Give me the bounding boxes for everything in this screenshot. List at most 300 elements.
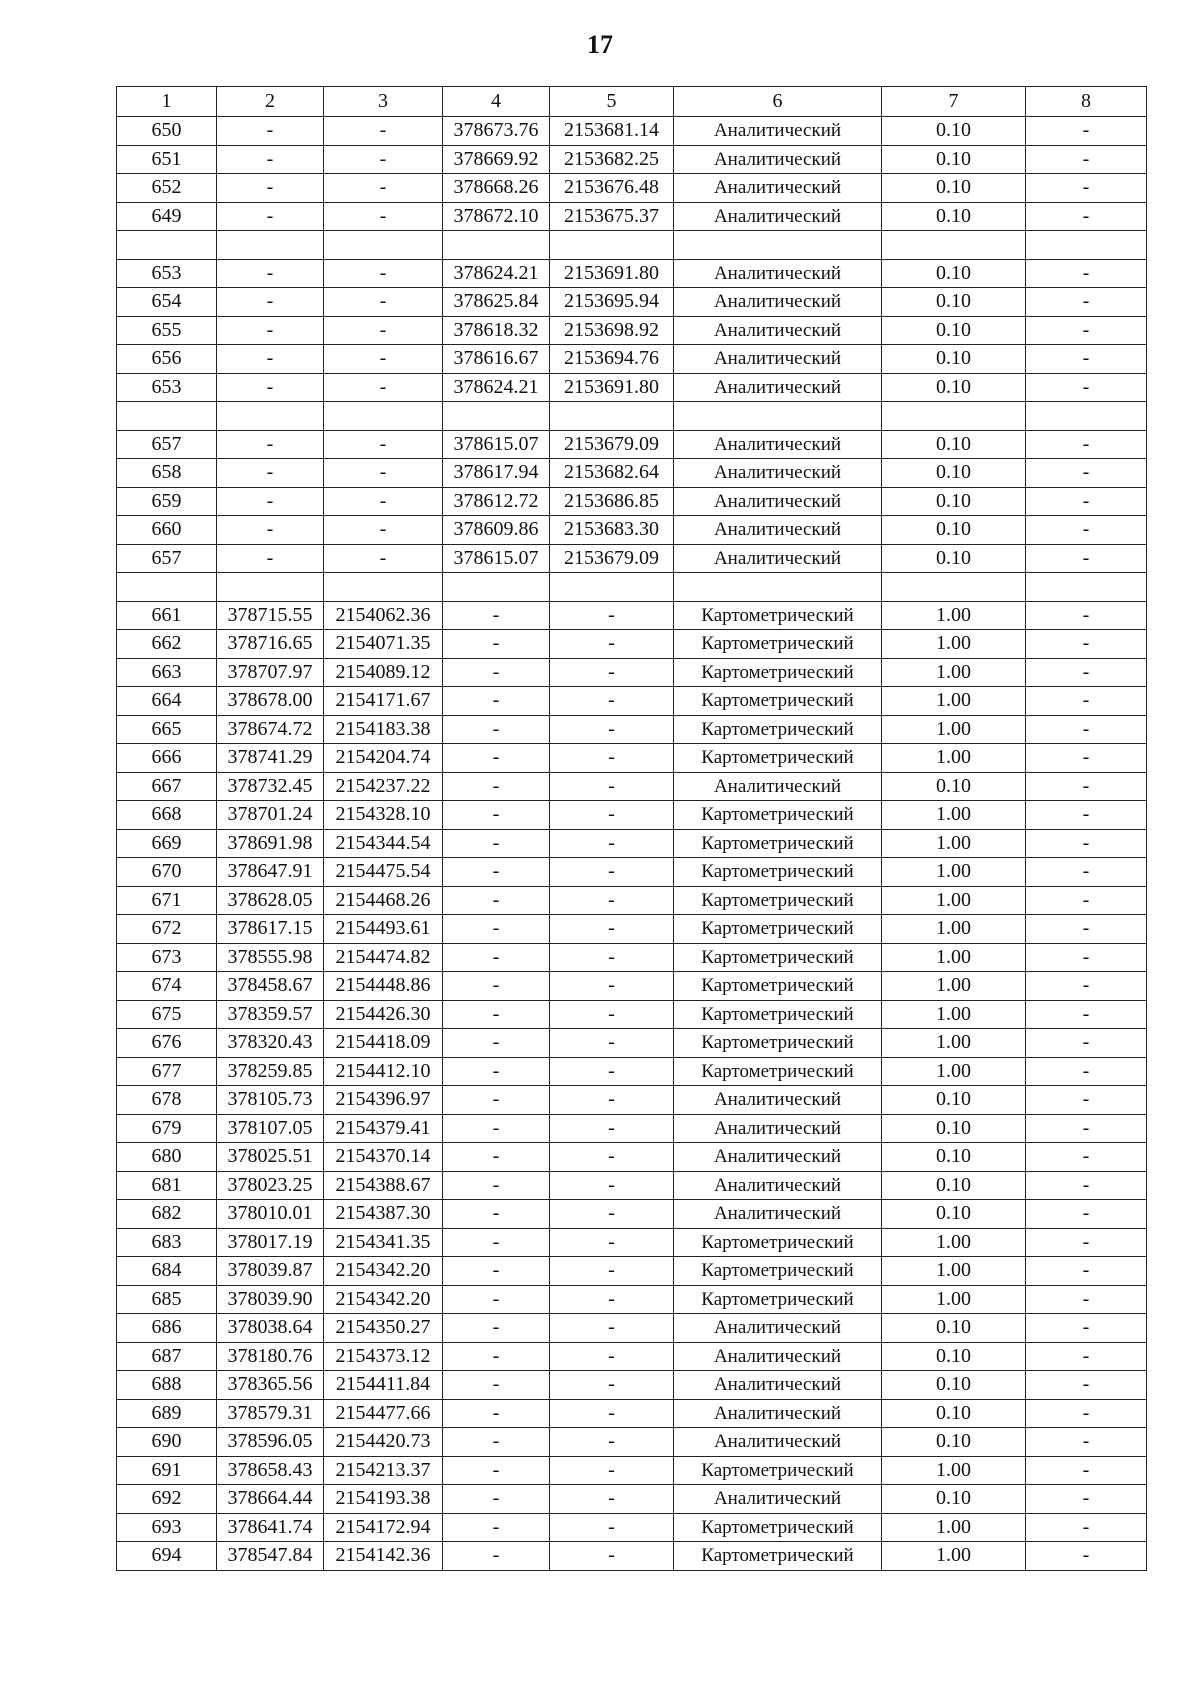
table-cell-col-1: 670: [117, 858, 217, 887]
table-row: [117, 459, 1147, 488]
table-cell-col-2: 378628.05: [217, 886, 324, 915]
table-cell-col-8: -: [1026, 772, 1147, 801]
table-cell-col-1: 657: [117, 430, 217, 459]
table-cell-col-8: -: [1026, 1371, 1147, 1400]
table-cell-col-6: [674, 573, 882, 602]
table-cell-col-1: 663: [117, 658, 217, 687]
table-cell-col-5: 2153695.94: [550, 288, 674, 317]
table-cell-col-1: 657: [117, 544, 217, 573]
table-cell-col-2: [217, 573, 324, 602]
table-cell-col-2: 378678.00: [217, 687, 324, 716]
table-cell-col-5: 2153691.80: [550, 259, 674, 288]
table-cell-col-3: -: [324, 516, 443, 545]
table-cell-col-5: -: [550, 744, 674, 773]
table-cell-col-3: 2154396.97: [324, 1086, 443, 1115]
table-cell-col-5: -: [550, 1029, 674, 1058]
table-cell-col-6: Аналитический: [674, 117, 882, 146]
table-cell-col-4: -: [443, 1143, 550, 1172]
table-cell-col-1: 656: [117, 345, 217, 374]
table-cell-col-2: -: [217, 373, 324, 402]
table-cell-col-5: -: [550, 1456, 674, 1485]
table-cell-col-2: -: [217, 487, 324, 516]
table-cell-col-2: 378701.24: [217, 801, 324, 830]
table-cell-col-3: 2154142.36: [324, 1542, 443, 1571]
table-cell-col-1: 658: [117, 459, 217, 488]
table-cell-col-2: -: [217, 430, 324, 459]
table-cell-col-5: -: [550, 1314, 674, 1343]
table-cell-col-3: -: [324, 459, 443, 488]
table-cell-col-3: 2154387.30: [324, 1200, 443, 1229]
table-cell-col-4: -: [443, 972, 550, 1001]
table-row: [117, 373, 1147, 402]
table-cell-col-4: -: [443, 687, 550, 716]
table-cell-col-2: 378647.91: [217, 858, 324, 887]
page-number: 17: [587, 30, 613, 59]
table-cell-col-4: 378669.92: [443, 145, 550, 174]
table-cell-col-8: -: [1026, 972, 1147, 1001]
table-cell-col-1: [117, 402, 217, 431]
table-cell-col-7: 0.10: [882, 1200, 1026, 1229]
table-cell-col-6: Картометрический: [674, 1285, 882, 1314]
table-cell-col-5: 2153686.85: [550, 487, 674, 516]
table-cell-col-5: [550, 402, 674, 431]
table-cell-col-3: 2154342.20: [324, 1285, 443, 1314]
table-cell-col-6: Картометрический: [674, 1057, 882, 1086]
table-cell-col-3: 2154493.61: [324, 915, 443, 944]
table-separator-row: [117, 573, 1147, 602]
table-cell-col-3: 2154477.66: [324, 1399, 443, 1428]
table-cell-col-7: 0.10: [882, 1428, 1026, 1457]
table-cell-col-7: 1.00: [882, 1000, 1026, 1029]
table-cell-col-2: -: [217, 345, 324, 374]
table-cell-col-5: -: [550, 1228, 674, 1257]
table-cell-col-7: 0.10: [882, 316, 1026, 345]
table-cell-col-6: Аналитический: [674, 1114, 882, 1143]
table-cell-col-7: 0.10: [882, 288, 1026, 317]
table-row: [117, 1513, 1147, 1542]
table-row: [117, 1485, 1147, 1514]
table-cell-col-8: -: [1026, 658, 1147, 687]
table-cell-col-3: [324, 402, 443, 431]
table-cell-col-3: 2154388.67: [324, 1171, 443, 1200]
table-cell-col-8: -: [1026, 829, 1147, 858]
table-cell-col-6: Аналитический: [674, 1314, 882, 1343]
table-cell-col-4: -: [443, 1200, 550, 1229]
table-cell-col-2: -: [217, 316, 324, 345]
table-cell-col-2: -: [217, 544, 324, 573]
table-cell-col-5: -: [550, 915, 674, 944]
table-cell-col-5: -: [550, 801, 674, 830]
table-cell-col-3: 2154418.09: [324, 1029, 443, 1058]
table-cell-col-4: -: [443, 1513, 550, 1542]
table-cell-col-7: 1.00: [882, 801, 1026, 830]
table-cell-col-8: -: [1026, 1285, 1147, 1314]
table-cell-col-5: 2153682.25: [550, 145, 674, 174]
table-cell-col-7: 0.10: [882, 345, 1026, 374]
table-cell-col-2: 378716.65: [217, 630, 324, 659]
table-cell-col-5: 2153683.30: [550, 516, 674, 545]
table-row: [117, 630, 1147, 659]
table-row: [117, 1342, 1147, 1371]
table-cell-col-2: [217, 231, 324, 260]
table-cell-col-3: -: [324, 544, 443, 573]
table-cell-col-2: -: [217, 145, 324, 174]
table-cell-col-6: Аналитический: [674, 1200, 882, 1229]
table-row: [117, 1114, 1147, 1143]
table-cell-col-5: 2153681.14: [550, 117, 674, 146]
table-cell-col-2: 378596.05: [217, 1428, 324, 1457]
table-cell-col-3: 2154062.36: [324, 601, 443, 630]
table-cell-col-1: 687: [117, 1342, 217, 1371]
table-cell-col-6: Картометрический: [674, 1513, 882, 1542]
table-cell-col-4: -: [443, 943, 550, 972]
table-cell-col-5: [550, 231, 674, 260]
table-cell-col-1: 653: [117, 373, 217, 402]
table-cell-col-1: 650: [117, 117, 217, 146]
table-cell-col-2: 378180.76: [217, 1342, 324, 1371]
table-row: [117, 1542, 1147, 1571]
table-cell-col-5: -: [550, 1428, 674, 1457]
table-cell-col-1: 682: [117, 1200, 217, 1229]
table-cell-col-4: 378672.10: [443, 202, 550, 231]
table-cell-col-1: 671: [117, 886, 217, 915]
table-cell-col-2: 378105.73: [217, 1086, 324, 1115]
table-cell-col-4: -: [443, 744, 550, 773]
table-body: [117, 117, 1147, 1571]
table-cell-col-7: [882, 402, 1026, 431]
table-cell-col-1: 684: [117, 1257, 217, 1286]
table-cell-col-1: 693: [117, 1513, 217, 1542]
table-row: [117, 516, 1147, 545]
table-cell-col-4: -: [443, 601, 550, 630]
table-cell-col-2: 378707.97: [217, 658, 324, 687]
table-row: [117, 117, 1147, 146]
table-row: [117, 1228, 1147, 1257]
table-cell-col-7: 1.00: [882, 943, 1026, 972]
table-cell-col-6: Аналитический: [674, 1342, 882, 1371]
table-cell-col-4: -: [443, 1057, 550, 1086]
table-cell-col-8: -: [1026, 915, 1147, 944]
table-cell-col-6: Аналитический: [674, 174, 882, 203]
table-cell-col-6: Картометрический: [674, 630, 882, 659]
table-cell-col-3: -: [324, 145, 443, 174]
table-cell-col-7: 1.00: [882, 972, 1026, 1001]
table-row: [117, 1399, 1147, 1428]
table-cell-col-4: 378624.21: [443, 373, 550, 402]
table-cell-col-7: 1.00: [882, 630, 1026, 659]
table-cell-col-5: 2153694.76: [550, 345, 674, 374]
table-cell-col-6: Картометрический: [674, 972, 882, 1001]
table-cell-col-1: 672: [117, 915, 217, 944]
table-cell-col-4: -: [443, 1000, 550, 1029]
column-header: 6: [674, 87, 882, 117]
table-cell-col-6: Картометрический: [674, 1228, 882, 1257]
column-header: 2: [217, 87, 324, 117]
table-cell-col-6: Картометрический: [674, 1029, 882, 1058]
table-cell-col-8: -: [1026, 1143, 1147, 1172]
table-cell-col-8: -: [1026, 1485, 1147, 1514]
table-cell-col-5: -: [550, 1399, 674, 1428]
table-cell-col-2: 378547.84: [217, 1542, 324, 1571]
table-cell-col-8: -: [1026, 516, 1147, 545]
table-cell-col-8: -: [1026, 1257, 1147, 1286]
table-cell-col-1: 681: [117, 1171, 217, 1200]
table-cell-col-8: -: [1026, 459, 1147, 488]
table-cell-col-1: [117, 573, 217, 602]
table-cell-col-1: 660: [117, 516, 217, 545]
table-cell-col-5: -: [550, 1513, 674, 1542]
table-cell-col-6: Аналитический: [674, 1086, 882, 1115]
table-cell-col-5: -: [550, 1257, 674, 1286]
table-cell-col-5: -: [550, 1200, 674, 1229]
table-cell-col-7: 0.10: [882, 487, 1026, 516]
table-cell-col-4: -: [443, 886, 550, 915]
table-cell-col-7: 1.00: [882, 829, 1026, 858]
table-cell-col-8: -: [1026, 1114, 1147, 1143]
table-cell-col-8: -: [1026, 145, 1147, 174]
table-cell-col-8: -: [1026, 1314, 1147, 1343]
table-row: [117, 1057, 1147, 1086]
table-cell-col-2: 378664.44: [217, 1485, 324, 1514]
table-cell-col-7: 0.10: [882, 1314, 1026, 1343]
table-cell-col-4: 378668.26: [443, 174, 550, 203]
table-cell-col-2: -: [217, 259, 324, 288]
table-cell-col-8: -: [1026, 259, 1147, 288]
table-cell-col-3: 2154183.38: [324, 715, 443, 744]
table-cell-col-3: 2154350.27: [324, 1314, 443, 1343]
table-row: [117, 259, 1147, 288]
table-cell-col-6: Аналитический: [674, 487, 882, 516]
table-cell-col-6: Аналитический: [674, 1143, 882, 1172]
table-separator-row: [117, 231, 1147, 260]
table-cell-col-3: 2154468.26: [324, 886, 443, 915]
table-cell-col-1: 668: [117, 801, 217, 830]
table-cell-col-1: 679: [117, 1114, 217, 1143]
table-cell-col-4: -: [443, 772, 550, 801]
table-cell-col-2: 378732.45: [217, 772, 324, 801]
table-cell-col-6: Аналитический: [674, 202, 882, 231]
table-cell-col-6: Аналитический: [674, 459, 882, 488]
table-cell-col-3: 2154474.82: [324, 943, 443, 972]
table-cell-col-7: 1.00: [882, 886, 1026, 915]
table-cell-col-2: -: [217, 459, 324, 488]
table-cell-col-4: -: [443, 658, 550, 687]
table-cell-col-6: Аналитический: [674, 1485, 882, 1514]
table-cell-col-7: 0.10: [882, 459, 1026, 488]
table-cell-col-8: -: [1026, 430, 1147, 459]
table-cell-col-1: 665: [117, 715, 217, 744]
table-cell-col-8: -: [1026, 801, 1147, 830]
table-cell-col-5: -: [550, 687, 674, 716]
table-cell-col-7: 1.00: [882, 1029, 1026, 1058]
table-row: [117, 145, 1147, 174]
table-cell-col-5: -: [550, 1143, 674, 1172]
table-cell-col-6: Картометрический: [674, 801, 882, 830]
table-cell-col-6: Аналитический: [674, 1171, 882, 1200]
table-cell-col-8: -: [1026, 1513, 1147, 1542]
table-cell-col-4: -: [443, 1456, 550, 1485]
table-cell-col-4: -: [443, 1485, 550, 1514]
table-cell-col-7: 1.00: [882, 1057, 1026, 1086]
table-cell-col-4: -: [443, 801, 550, 830]
table-cell-col-4: -: [443, 1029, 550, 1058]
table-cell-col-1: 659: [117, 487, 217, 516]
table-cell-col-4: 378615.07: [443, 544, 550, 573]
table-cell-col-8: -: [1026, 601, 1147, 630]
table-cell-col-7: 0.10: [882, 544, 1026, 573]
table-row: [117, 915, 1147, 944]
table-cell-col-4: -: [443, 1542, 550, 1571]
table-cell-col-7: 1.00: [882, 1542, 1026, 1571]
table-cell-col-6: Аналитический: [674, 316, 882, 345]
table-cell-col-8: -: [1026, 715, 1147, 744]
table-cell-col-4: -: [443, 858, 550, 887]
table-row: [117, 858, 1147, 887]
table-cell-col-5: -: [550, 1057, 674, 1086]
table-cell-col-8: -: [1026, 117, 1147, 146]
table-cell-col-1: 678: [117, 1086, 217, 1115]
table-cell-col-3: -: [324, 117, 443, 146]
table-cell-col-5: 2153679.09: [550, 430, 674, 459]
table-cell-col-5: -: [550, 943, 674, 972]
table-cell-col-6: Аналитический: [674, 516, 882, 545]
table-cell-col-8: -: [1026, 487, 1147, 516]
table-cell-col-4: -: [443, 715, 550, 744]
table-cell-col-2: 378023.25: [217, 1171, 324, 1200]
table-row: [117, 1456, 1147, 1485]
table-cell-col-8: -: [1026, 345, 1147, 374]
table-cell-col-1: 677: [117, 1057, 217, 1086]
table-cell-col-1: 661: [117, 601, 217, 630]
table-row: [117, 1314, 1147, 1343]
table-cell-col-1: 653: [117, 259, 217, 288]
table-cell-col-8: -: [1026, 1342, 1147, 1371]
table-cell-col-6: [674, 402, 882, 431]
table-cell-col-6: Аналитический: [674, 1399, 882, 1428]
table-cell-col-8: -: [1026, 1228, 1147, 1257]
table-cell-col-8: -: [1026, 1029, 1147, 1058]
table-cell-col-4: 378625.84: [443, 288, 550, 317]
table-cell-col-7: 0.10: [882, 174, 1026, 203]
table-cell-col-3: -: [324, 259, 443, 288]
table-cell-col-7: 1.00: [882, 744, 1026, 773]
table-cell-col-4: 378618.32: [443, 316, 550, 345]
table-separator-row: [117, 402, 1147, 431]
column-header: 7: [882, 87, 1026, 117]
table-cell-col-3: 2154344.54: [324, 829, 443, 858]
table-cell-col-3: -: [324, 487, 443, 516]
coordinates-table: [116, 86, 1147, 1571]
table-cell-col-4: -: [443, 1171, 550, 1200]
table-cell-col-6: Картометрический: [674, 715, 882, 744]
table-cell-col-4: 378624.21: [443, 259, 550, 288]
table-cell-col-8: -: [1026, 1456, 1147, 1485]
table-cell-col-3: 2154370.14: [324, 1143, 443, 1172]
table-cell-col-8: -: [1026, 544, 1147, 573]
table-cell-col-3: 2154342.20: [324, 1257, 443, 1286]
table-cell-col-6: Аналитический: [674, 544, 882, 573]
table-cell-col-3: 2154411.84: [324, 1371, 443, 1400]
table-row: [117, 1086, 1147, 1115]
table-cell-col-4: [443, 573, 550, 602]
table-cell-col-8: [1026, 402, 1147, 431]
table-cell-col-7: 0.10: [882, 1399, 1026, 1428]
table-cell-col-5: -: [550, 1371, 674, 1400]
table-cell-col-7: 0.10: [882, 1485, 1026, 1514]
table-cell-col-4: [443, 231, 550, 260]
table-cell-col-7: 1.00: [882, 715, 1026, 744]
table-row: [117, 801, 1147, 830]
table-cell-col-7: 0.10: [882, 117, 1026, 146]
table-cell-col-7: 0.10: [882, 1342, 1026, 1371]
table-cell-col-7: 1.00: [882, 915, 1026, 944]
table-cell-col-8: -: [1026, 1086, 1147, 1115]
table-cell-col-6: Картометрический: [674, 915, 882, 944]
table-row: [117, 1000, 1147, 1029]
table-cell-col-2: 378715.55: [217, 601, 324, 630]
table-row: [117, 1029, 1147, 1058]
table-cell-col-7: 0.10: [882, 259, 1026, 288]
table-row: [117, 658, 1147, 687]
table-row: [117, 487, 1147, 516]
table-row: [117, 943, 1147, 972]
table-cell-col-3: 2154171.67: [324, 687, 443, 716]
table-row: [117, 288, 1147, 317]
table-cell-col-7: [882, 231, 1026, 260]
table-cell-col-2: 378025.51: [217, 1143, 324, 1172]
table-cell-col-6: Картометрический: [674, 601, 882, 630]
table-cell-col-6: Аналитический: [674, 1371, 882, 1400]
table-cell-col-4: 378615.07: [443, 430, 550, 459]
table-cell-col-7: 0.10: [882, 145, 1026, 174]
table-cell-col-4: -: [443, 1371, 550, 1400]
table-cell-col-2: 378017.19: [217, 1228, 324, 1257]
table-cell-col-5: -: [550, 972, 674, 1001]
table-row: [117, 430, 1147, 459]
table-cell-col-5: 2153676.48: [550, 174, 674, 203]
table-row: [117, 687, 1147, 716]
table-cell-col-7: 1.00: [882, 1456, 1026, 1485]
table-cell-col-1: 674: [117, 972, 217, 1001]
table-row: [117, 772, 1147, 801]
table-cell-col-8: [1026, 231, 1147, 260]
table-cell-col-3: 2154420.73: [324, 1428, 443, 1457]
table-cell-col-6: Картометрический: [674, 658, 882, 687]
table-cell-col-3: -: [324, 288, 443, 317]
table-cell-col-5: 2153682.64: [550, 459, 674, 488]
table-cell-col-3: 2154328.10: [324, 801, 443, 830]
header-row: [117, 87, 1147, 117]
table-cell-col-7: 0.10: [882, 1371, 1026, 1400]
table-cell-col-5: -: [550, 1285, 674, 1314]
table-cell-col-8: -: [1026, 1542, 1147, 1571]
table-cell-col-4: -: [443, 915, 550, 944]
table-cell-col-1: 664: [117, 687, 217, 716]
table-cell-col-6: Картометрический: [674, 943, 882, 972]
table-cell-col-3: 2154204.74: [324, 744, 443, 773]
table-cell-col-4: -: [443, 1314, 550, 1343]
table-cell-col-8: -: [1026, 1428, 1147, 1457]
table-cell-col-1: 667: [117, 772, 217, 801]
table-cell-col-8: -: [1026, 1200, 1147, 1229]
table-cell-col-7: 0.10: [882, 772, 1026, 801]
table-cell-col-7: 0.10: [882, 373, 1026, 402]
table-cell-col-5: -: [550, 829, 674, 858]
table-cell-col-1: 690: [117, 1428, 217, 1457]
table-cell-col-8: -: [1026, 744, 1147, 773]
table-cell-col-8: -: [1026, 687, 1147, 716]
table-cell-col-5: [550, 573, 674, 602]
